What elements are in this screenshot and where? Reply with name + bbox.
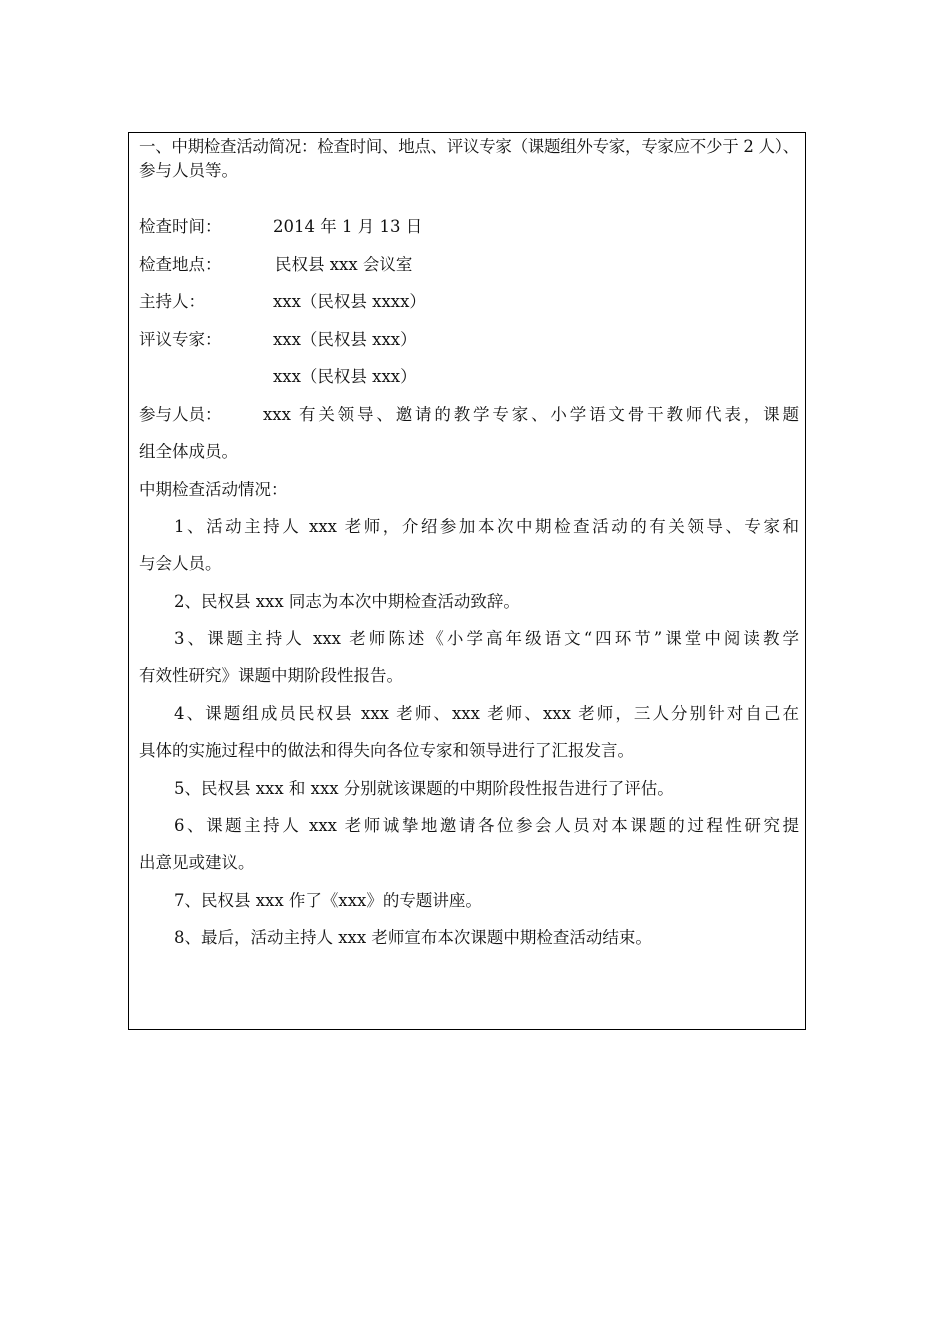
place-value: 民权县 xxx 会议室 — [275, 255, 413, 274]
activity-item-4 — [174, 704, 799, 724]
expert-2: xxx（民权县 xxx） — [273, 367, 417, 386]
activity-item-6 — [174, 816, 799, 836]
participants-value-line-2: 组全体成员。 — [139, 442, 238, 461]
activity-item-6-line-1: 6、课题主持人 xxx 老师诚挚地邀请各位参会人员对本课题的过程性研究提 — [174, 816, 799, 835]
activity-item-3-line-2: 有效性研究》课题中期阶段性报告。 — [139, 666, 403, 685]
section-heading-line-1: 一、中期检查活动简况：检查时间、地点、评议专家（课题组外专家，专家应不少于 2 人）、 — [139, 137, 799, 156]
host-label: 主持人： — [139, 292, 205, 311]
participants-value-line-1: xxx 有关领导、邀请的教学专家、小学语文骨干教师代表，课题 — [263, 405, 799, 424]
activity-item-3 — [174, 629, 799, 649]
activity-item-4-line-2: 具体的实施过程中的做法和得失向各位专家和领导进行了汇报发言。 — [139, 741, 634, 760]
place-label: 检查地点： — [139, 255, 222, 274]
time-value: 2014 年 1 月 13 日 — [273, 217, 423, 236]
experts-label: 评议专家： — [139, 330, 222, 349]
activity-item-5: 5、民权县 xxx 和 xxx 分别就该课题的中期阶段性报告进行了评估。 — [174, 779, 674, 798]
activity-item-4-line-1: 4、课题组成员民权县 xxx 老师、xxx 老师、xxx 老师，三人分别针对自己在 — [174, 704, 799, 723]
participants-label: 参与人员： — [139, 405, 222, 424]
expert-1: xxx（民权县 xxx） — [273, 330, 417, 349]
activity-heading: 中期检查活动情况： — [139, 480, 288, 499]
activity-item-1 — [174, 517, 799, 537]
activity-item-1-line-1: 1、活动主持人 xxx 老师，介绍参加本次中期检查活动的有关领导、专家和 — [174, 517, 799, 536]
activity-item-6-line-2: 出意见或建议。 — [139, 853, 255, 872]
activity-item-1-line-2: 与会人员。 — [139, 554, 222, 573]
activity-item-8: 8、最后，活动主持人 xxx 老师宣布本次课题中期检查活动结束。 — [174, 928, 652, 947]
section-heading-line-2: 参与人员等。 — [139, 161, 238, 180]
activity-item-7: 7、民权县 xxx 作了《xxx》的专题讲座。 — [174, 891, 482, 910]
inspection-summary-box — [128, 132, 806, 1030]
host-value: xxx（民权县 xxxx） — [273, 292, 426, 311]
section-heading — [139, 137, 799, 157]
activity-item-2: 2、民权县 xxx 同志为本次中期检查活动致辞。 — [174, 592, 520, 611]
time-label: 检查时间： — [139, 217, 222, 236]
activity-item-3-line-1: 3、课题主持人 xxx 老师陈述《小学高年级语文“四环节”课堂中阅读教学 — [174, 629, 799, 648]
